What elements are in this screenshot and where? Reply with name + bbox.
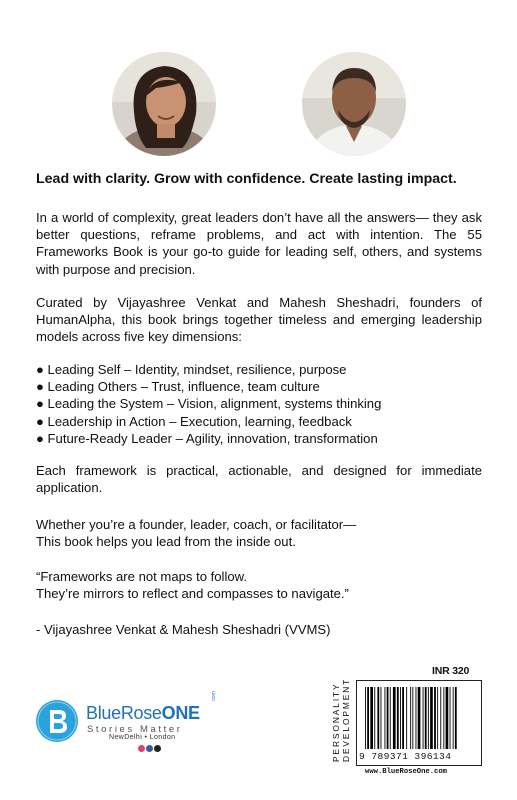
list-item: ● Leadership in Action – Execution, learning, feedback	[36, 413, 352, 429]
audience-line-1: Whether you’re a founder, leader, coach, or facilitator—	[36, 517, 357, 532]
barcode-bar	[434, 687, 436, 749]
price: INR 320	[432, 665, 470, 677]
curated-paragraph: Curated by Vijayashree Venkat and Mahesh Sheshadri, founders of HumanAlpha, this book brings together timeless and emerging leadership models across five key dimensions:	[36, 295, 482, 345]
publisher-website: www.BlueRoseOne.com	[365, 768, 447, 776]
facebook-icon	[146, 745, 153, 752]
list-item: ● Leading Self – Identity, mindset, resilience, purpose	[36, 362, 347, 377]
isbn-digits: 9 789371 396134	[359, 751, 452, 762]
attribution: - Vijayashree Venkat & Mahesh Sheshadri (VVMS)	[36, 622, 331, 637]
framework-paragraph: Each framework is practical, actionable, and designed for immediate application.	[36, 463, 482, 496]
barcode-bar	[455, 687, 457, 749]
social-icons	[138, 745, 161, 752]
author-photo-vijayashree	[112, 52, 216, 156]
barcode-bar	[365, 687, 366, 749]
author-photo-mahesh	[302, 52, 406, 156]
publisher-com: .com	[211, 691, 217, 702]
list-item: ● Leading the System – Vision, alignment, systems thinking	[36, 396, 382, 412]
barcode-bar	[367, 687, 369, 749]
barcode-bar	[412, 687, 413, 749]
dimensions-list	[36, 361, 482, 447]
barcode-bar	[400, 687, 401, 749]
barcode-bar	[443, 687, 444, 749]
barcode-bar	[418, 687, 421, 749]
barcode-bar	[374, 687, 375, 749]
genre-line-1: PERSONALITY	[331, 682, 341, 762]
intro-paragraph: In a world of complexity, great leaders don’t have all the answers— they ask better questions, reframe problems, and act with intention. The 55 Frameworks Book is your go-to guide for leading self, others, and systems with purpose and precision.	[36, 210, 482, 277]
barcode-bar	[430, 687, 433, 749]
list-item: ● Leading Others – Trust, influence, team culture	[36, 379, 320, 395]
barcode-bar	[440, 687, 441, 749]
audience-line-2: This book helps you lead from the inside out.	[36, 534, 296, 550]
barcode-bar	[453, 687, 454, 749]
quote-line-1: “Frameworks are not maps to follow.	[36, 569, 248, 584]
publisher-cities: NewDelhi • London	[109, 734, 176, 741]
barcode-bar	[428, 687, 429, 749]
barcode-bar	[402, 687, 404, 749]
publisher-name: BlueRoseONE	[86, 703, 200, 723]
genre-label	[331, 678, 351, 762]
audience-paragraph	[36, 516, 482, 550]
barcode-bar	[406, 687, 407, 749]
barcode-bar	[410, 687, 411, 749]
barcode-bars	[357, 681, 481, 751]
publisher-logo	[36, 691, 226, 759]
barcode-bar	[397, 687, 399, 749]
x-icon	[154, 745, 161, 752]
barcode-bar	[446, 687, 449, 749]
barcode-bar	[437, 687, 438, 749]
barcode-bar	[450, 687, 451, 749]
barcode-bar	[370, 687, 373, 749]
instagram-icon	[138, 745, 145, 752]
barcode-bar	[423, 687, 424, 749]
quote	[36, 568, 482, 602]
barcode-bar	[393, 687, 396, 749]
barcode-bar	[385, 687, 386, 749]
publisher-tagline: Stories Matter	[87, 724, 183, 735]
barcode-bar	[416, 687, 417, 749]
barcode-bar	[381, 687, 382, 749]
barcode-bar	[377, 687, 379, 749]
barcode-bar	[390, 687, 391, 749]
publisher-logo-icon	[36, 700, 78, 742]
tagline: Lead with clarity. Grow with confidence. Create lasting impact.	[36, 171, 457, 187]
genre-line-2: DEVELOPMENT	[341, 677, 351, 762]
barcode-bar	[387, 687, 389, 749]
list-item: ● Future-Ready Leader – Agility, innovation, transformation	[36, 430, 378, 446]
quote-line-2: They’re mirrors to reflect and compasses to navigate.”	[36, 586, 349, 602]
barcode-bar	[425, 687, 427, 749]
